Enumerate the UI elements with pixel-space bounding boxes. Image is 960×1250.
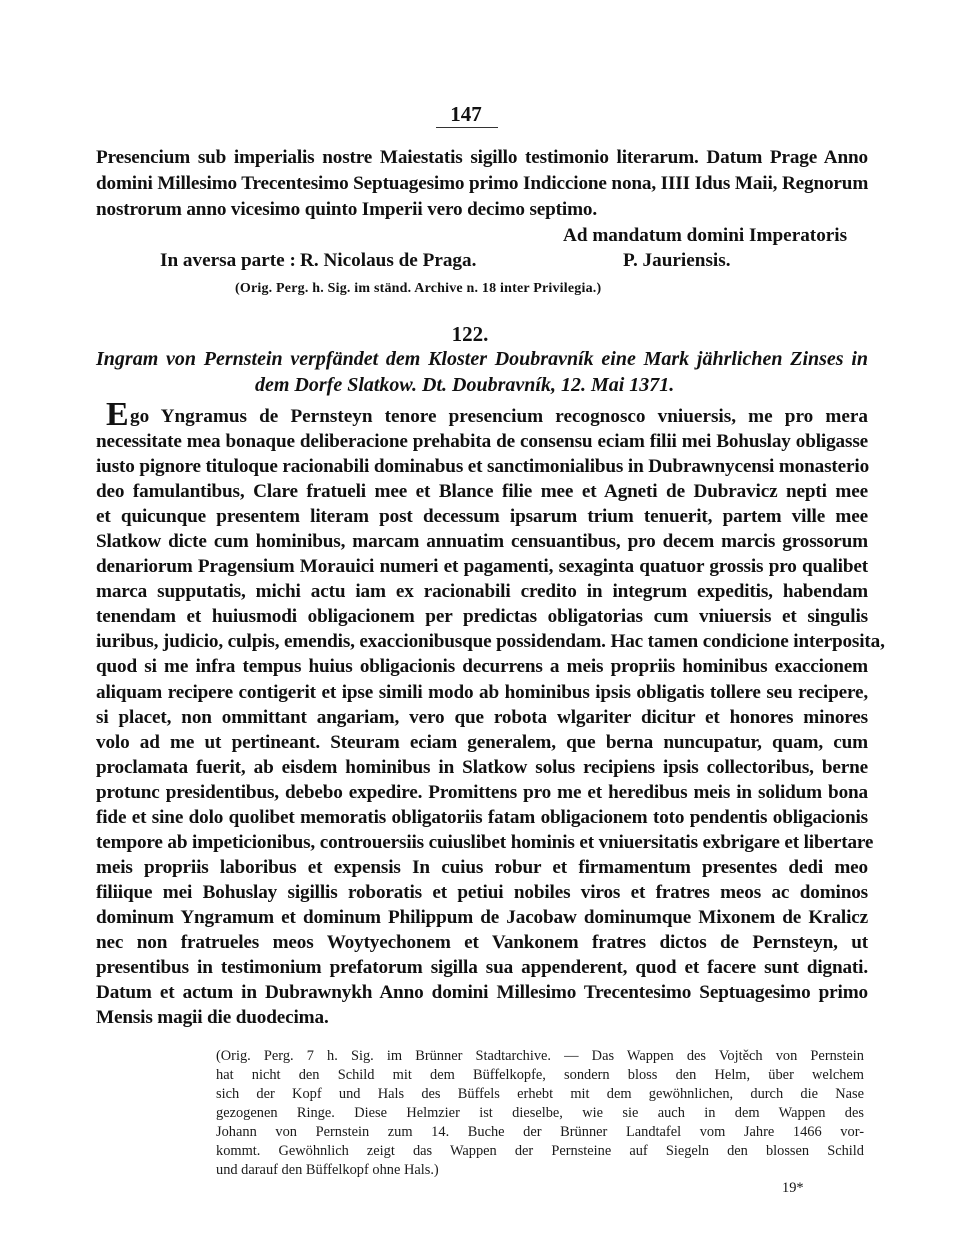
body-line: presentibus in testimonium prefatorum sigilla sua appenderent, quod et facere sunt dignati. — [96, 957, 868, 979]
body-line: quod si me infra tempus huius obligacionis decurrens a meis propriis hominibus exaccionem — [96, 656, 868, 678]
source-note: (Orig. Perg. h. Sig. im ständ. Archive n. 18 inter Privilegia.) — [235, 281, 602, 296]
body-line: fide et sine dolo quolibet memoratis obligatoriis fatam obligacionem toto pendentis obligacionis — [96, 806, 868, 828]
body-line: aliquam recipere contigerit et ipse simili modo ab hominibus ipsis obligatis tollere seu recipere, — [96, 681, 868, 703]
body-line: Slatkow dicte cum hominibus, marcam annuatim censuantibus, pro decem marcis grossorum — [96, 531, 868, 553]
body-line: tempore ab impeticionibus, controuersiis cuiuslibet hominis et vniuersitatis exbrigare et libertare — [96, 831, 874, 853]
intro-line: Presencium sub imperialis nostre Maiestatis sigillo testimonio literarum. Datum Prage Anno — [96, 147, 868, 168]
body-line: volo ad me ut pertineant. Steuram eciam generalem, que berna nuncupatur, quam, cum — [96, 731, 868, 753]
body-line: dominum Yngramum et dominum Philippum de Jacobaw dominumque Mixonem de Kralicz — [96, 906, 868, 928]
intro-line: domini Millesimo Trecentesimo Septuagesimo primo Indiccione nona, IIII Idus Maii, Regnorum — [96, 173, 869, 194]
footnote-line: hat nicht den Schild mit dem Büffelkopfe, sondern bloss den Helm, über welchem — [216, 1067, 864, 1083]
body-line: tenendam et huiusmodi obligacionem per predictas obligatorias cum vniuersis et singulis — [96, 606, 868, 628]
footnote-line: (Orig. Perg. 7 h. Sig. im Brünner Stadtarchive. — Das Wappen des Vojtěch von Pernstein — [216, 1048, 864, 1064]
mandate-signature: Ad mandatum domini Imperatoris — [563, 225, 848, 246]
drop-cap: E — [106, 396, 129, 433]
body-line: nec non fratrueles meos Woytyechonem et Vankonem fratres dictos de Pernsteyn, ut — [96, 932, 868, 953]
sheet-signature: 19* — [782, 1180, 804, 1196]
body-line: go Yngramus de Pernsteyn tenore presencium recognosco vniuersis, me pro mera — [130, 406, 868, 427]
footnote-line: und darauf den Büffelkopf ohne Hals.) — [216, 1162, 439, 1178]
body-line: meis propriis laboribus et expensis In cuius robur et firmamentum presentes dedi meo — [96, 856, 868, 878]
body-line: iusto pignore tituloque racionabili dominabus et sanctimonialibus in Dubrawnycensi monasterio — [96, 456, 870, 478]
body-line: si placet, non ommittant angariam, vero que robota wlgariter dicitur et honores minores — [96, 706, 868, 728]
body-line: denariorum Pragensium Morauici numeri et pagamenti, sexaginta quatuor grossis pro qualibet — [96, 556, 868, 578]
reverse-side-name: R. Nicolaus de Praga. — [300, 250, 477, 271]
footnote-line: kommt. Gewöhnlich zeigt das Wappen der Pernsteine auf Siegeln den blossen Schild — [216, 1143, 864, 1159]
body-line: iuribus, judicio, culpis, emendis, exaccionibusque possidendam. Hac tamen condicione interposita, — [96, 631, 885, 653]
intro-line: nostrorum anno vicesimo quinto Imperii vero decimo septimo. — [96, 199, 598, 220]
body-line: deo famulantibus, Clare fratueli mee et Blance filie mee et Agneti de Dubravicz nepti mee — [96, 481, 868, 503]
document-heading: dem Dorfe Slatkow. Dt. Doubravník, 12. Mai 1371. — [255, 374, 675, 396]
body-line: protunc presidentibus, debebo expedire. Promittens pro me et heredibus meis in solidum bona — [96, 781, 868, 803]
footnote-line: gezogenen Ringe. Diese Helmzier ist dieselbe, wie sie auch in dem Wappen des — [216, 1105, 864, 1121]
body-line: marca supputatis, michi actu iam ex racionabili credito in integrum expeditis, habendam — [96, 581, 868, 603]
body-line: et quicunque presentem literam post decessum ipsarum trium tenuerit, partem ville mee — [96, 506, 868, 528]
footnote-line: Johann von Pernstein zum 14. Buche der Brünner Landtafel vom Jahre 1466 vor- — [216, 1124, 864, 1140]
reverse-side-label: In aversa parte : — [160, 250, 296, 271]
document-heading: Ingram von Pernstein verpfändet dem Kloster Doubravník eine Mark jährlichen Zinses in — [96, 348, 868, 370]
page-number-rule — [436, 127, 498, 128]
body-line: necessitate mea bonaque deliberacione prehabita de consensu eciam filii mei Bohuslay obligasse — [96, 431, 868, 452]
document-number: 122. — [451, 322, 489, 346]
body-line: proclamata fuerit, ab eisdem hominibus in Slatkow solus recipiens ipsis collectoribus, berne — [96, 756, 868, 778]
footnote-line: sich der Kopf und Hals des Büffels erhebt mit dem gewöhnlichen, durch die Nase — [216, 1086, 864, 1102]
body-line: filiique mei Bohuslay sigillis roboratis et petiui nobiles viros et fratres meos ac dominos — [96, 881, 868, 903]
chancellor-name: P. Jauriensis. — [623, 250, 731, 271]
page-number: 147 — [450, 102, 482, 126]
body-line: Mensis magii die duodecima. — [96, 1007, 329, 1029]
body-line: Datum et actum in Dubrawnykh Anno domini Millesimo Trecentesimo Septuagesimo primo — [96, 982, 868, 1004]
